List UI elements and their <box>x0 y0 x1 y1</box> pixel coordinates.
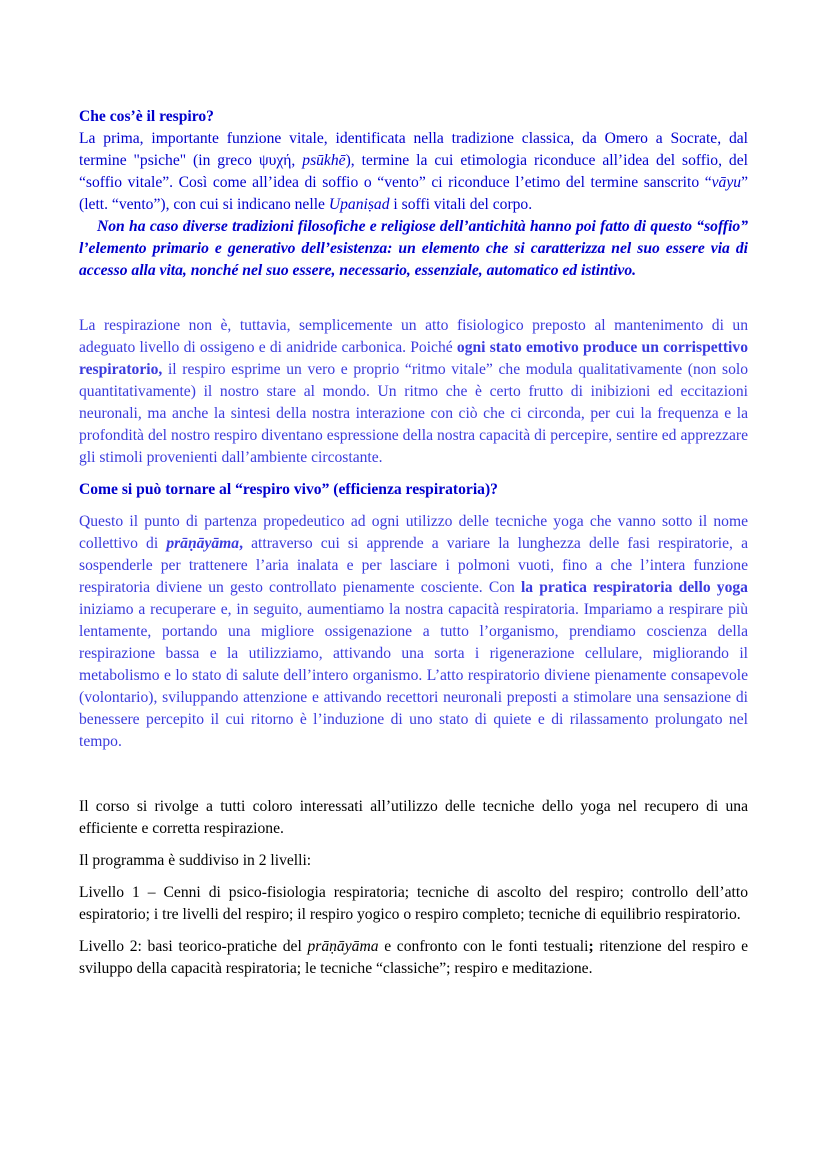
bold-italic-term: prāṇāyāma <box>166 535 240 552</box>
bold-semicolon: ; <box>588 938 594 955</box>
paragraph-livello-1: Livello 1 – Cenni di psico-fisiologia respiratoria; tecniche di ascolto del respiro; controllo dell’atto espiratorio; i tre livelli del respiro; il respiro yogico o respiro completo; tecniche di equilibrio respiratorio. <box>79 884 748 923</box>
paragraph-respirazione <box>79 315 748 469</box>
section-heading-respiro-vivo: Come si può tornare al “respiro vivo” (efficienza respiratoria)? <box>79 481 498 498</box>
text-run: ), termine la cui etimologia riconduce all’idea del soffio, del “soffio vitale”. Così come all’idea di soffio o “vento” ci riconduce l’etimo del termine sanscrito “ <box>79 152 748 191</box>
paragraph-livello-2 <box>79 936 748 980</box>
text-run: attraverso cui si apprende a variare la lunghezza delle fasi respiratorie, a sospenderle per trattenere l’aria inalata e per lasciare i polmoni vuoti, fino a che l’intera funzione respiratoria diviene un gesto controllato pienamente cosciente. Con <box>79 535 749 596</box>
text-run: La respirazione non è, tuttavia, semplicemente un atto fisiologico preposto al mantenimento di un adeguato livello di ossigeno e di anidride carbonica. Poiché <box>79 317 748 356</box>
text-run: ritenzione del respiro e sviluppo della capacità respiratoria; le tecniche “classiche”; respiro e meditazione. <box>79 938 748 977</box>
paragraph-corso: Il corso si rivolge a tutti coloro interessati all’utilizzo delle tecniche dello yoga nel recupero di una efficiente e corretta respirazione. <box>79 798 748 837</box>
paragraph-pranayama <box>79 511 748 753</box>
section-heading-respiro: Che cos’è il respiro? <box>79 108 214 125</box>
text-run: e confronto con le fonti testuali <box>378 938 589 955</box>
text-run: i soffi vitali del corpo. <box>389 196 533 213</box>
text-run: Livello 2: basi teorico-pratiche del <box>79 938 308 955</box>
paragraph-programma: Il programma è suddiviso in 2 livelli: <box>79 852 312 869</box>
bold-phrase: ogni stato emotivo produce un corrispettivo respiratorio, <box>79 339 748 378</box>
paragraph-psiche <box>79 128 748 216</box>
bold-phrase: la pratica respiratoria dello yoga <box>520 579 748 596</box>
italic-term: psūkhē <box>302 152 346 169</box>
italic-term: prāṇāyāma <box>307 938 379 955</box>
text-run: Questo il punto di partenza propedeutico ad ogni utilizzo delle tecniche yoga che vanno sotto il nome collettivo di <box>79 513 748 552</box>
italic-term: Upaniṣad <box>328 196 390 213</box>
text-run: iniziamo a recuperare e, in seguito, aumentiamo la nostra capacità respiratoria. Impariamo a respirare più lentamente, portando una migliore ossigenazione a tutto l’organismo, prendiamo coscienza della respirazione bassa e la utilizziamo, attivando una sorta i rigenerazione cellulare, migliorando il metabolismo e lo stato di salute dell’intero organismo. L’atto respiratorio diviene pienamente consapevole (volontario), sviluppando attenzione e attivando recettori neuronali preposti a stimolare una sensazione di benessere percepito il cui ritorno è l’induzione di uno stato di quiete e di rilassamento prolungato nel tempo. <box>79 601 748 750</box>
text-run: La prima, importante funzione vitale, identificata nella tradizione classica, da Omero a Socrate, dal termine "psiche" (in greco ψυχή, <box>79 130 748 169</box>
document-body <box>79 106 748 980</box>
paragraph-soffio-emphasis: Non ha caso diverse tradizioni filosofiche e religiose dell’antichità hanno poi fatto di questo “soffio” l’elemento primario e generativo dell’esistenza: un elemento che si caratterizza nel suo essere via di accesso alla vita, nonché nel suo essere, necessario, essenziale, automatico ed istintivo. <box>79 218 748 279</box>
bold-comma: , <box>239 535 243 552</box>
italic-term: vāyu <box>711 174 742 191</box>
text-run: ” (lett. “vento”), con cui si indicano nelle <box>79 174 748 213</box>
text-run: il respiro esprime un vero e proprio “ritmo vitale” che modula qualitativamente (non solo quantitativamente) il nostro stare al mondo. Un ritmo che è certo frutto di inibizioni ed eccitazioni neuronali, ma anche la sintesi della nostra interazione con ciò che ci circonda, per cui la frequenza e la profondità del nostro respiro diventano espressione della nostra capacità di percepire, sentire ed apprezzare gli stimoli provenienti dall’ambiente circostante. <box>79 361 748 466</box>
